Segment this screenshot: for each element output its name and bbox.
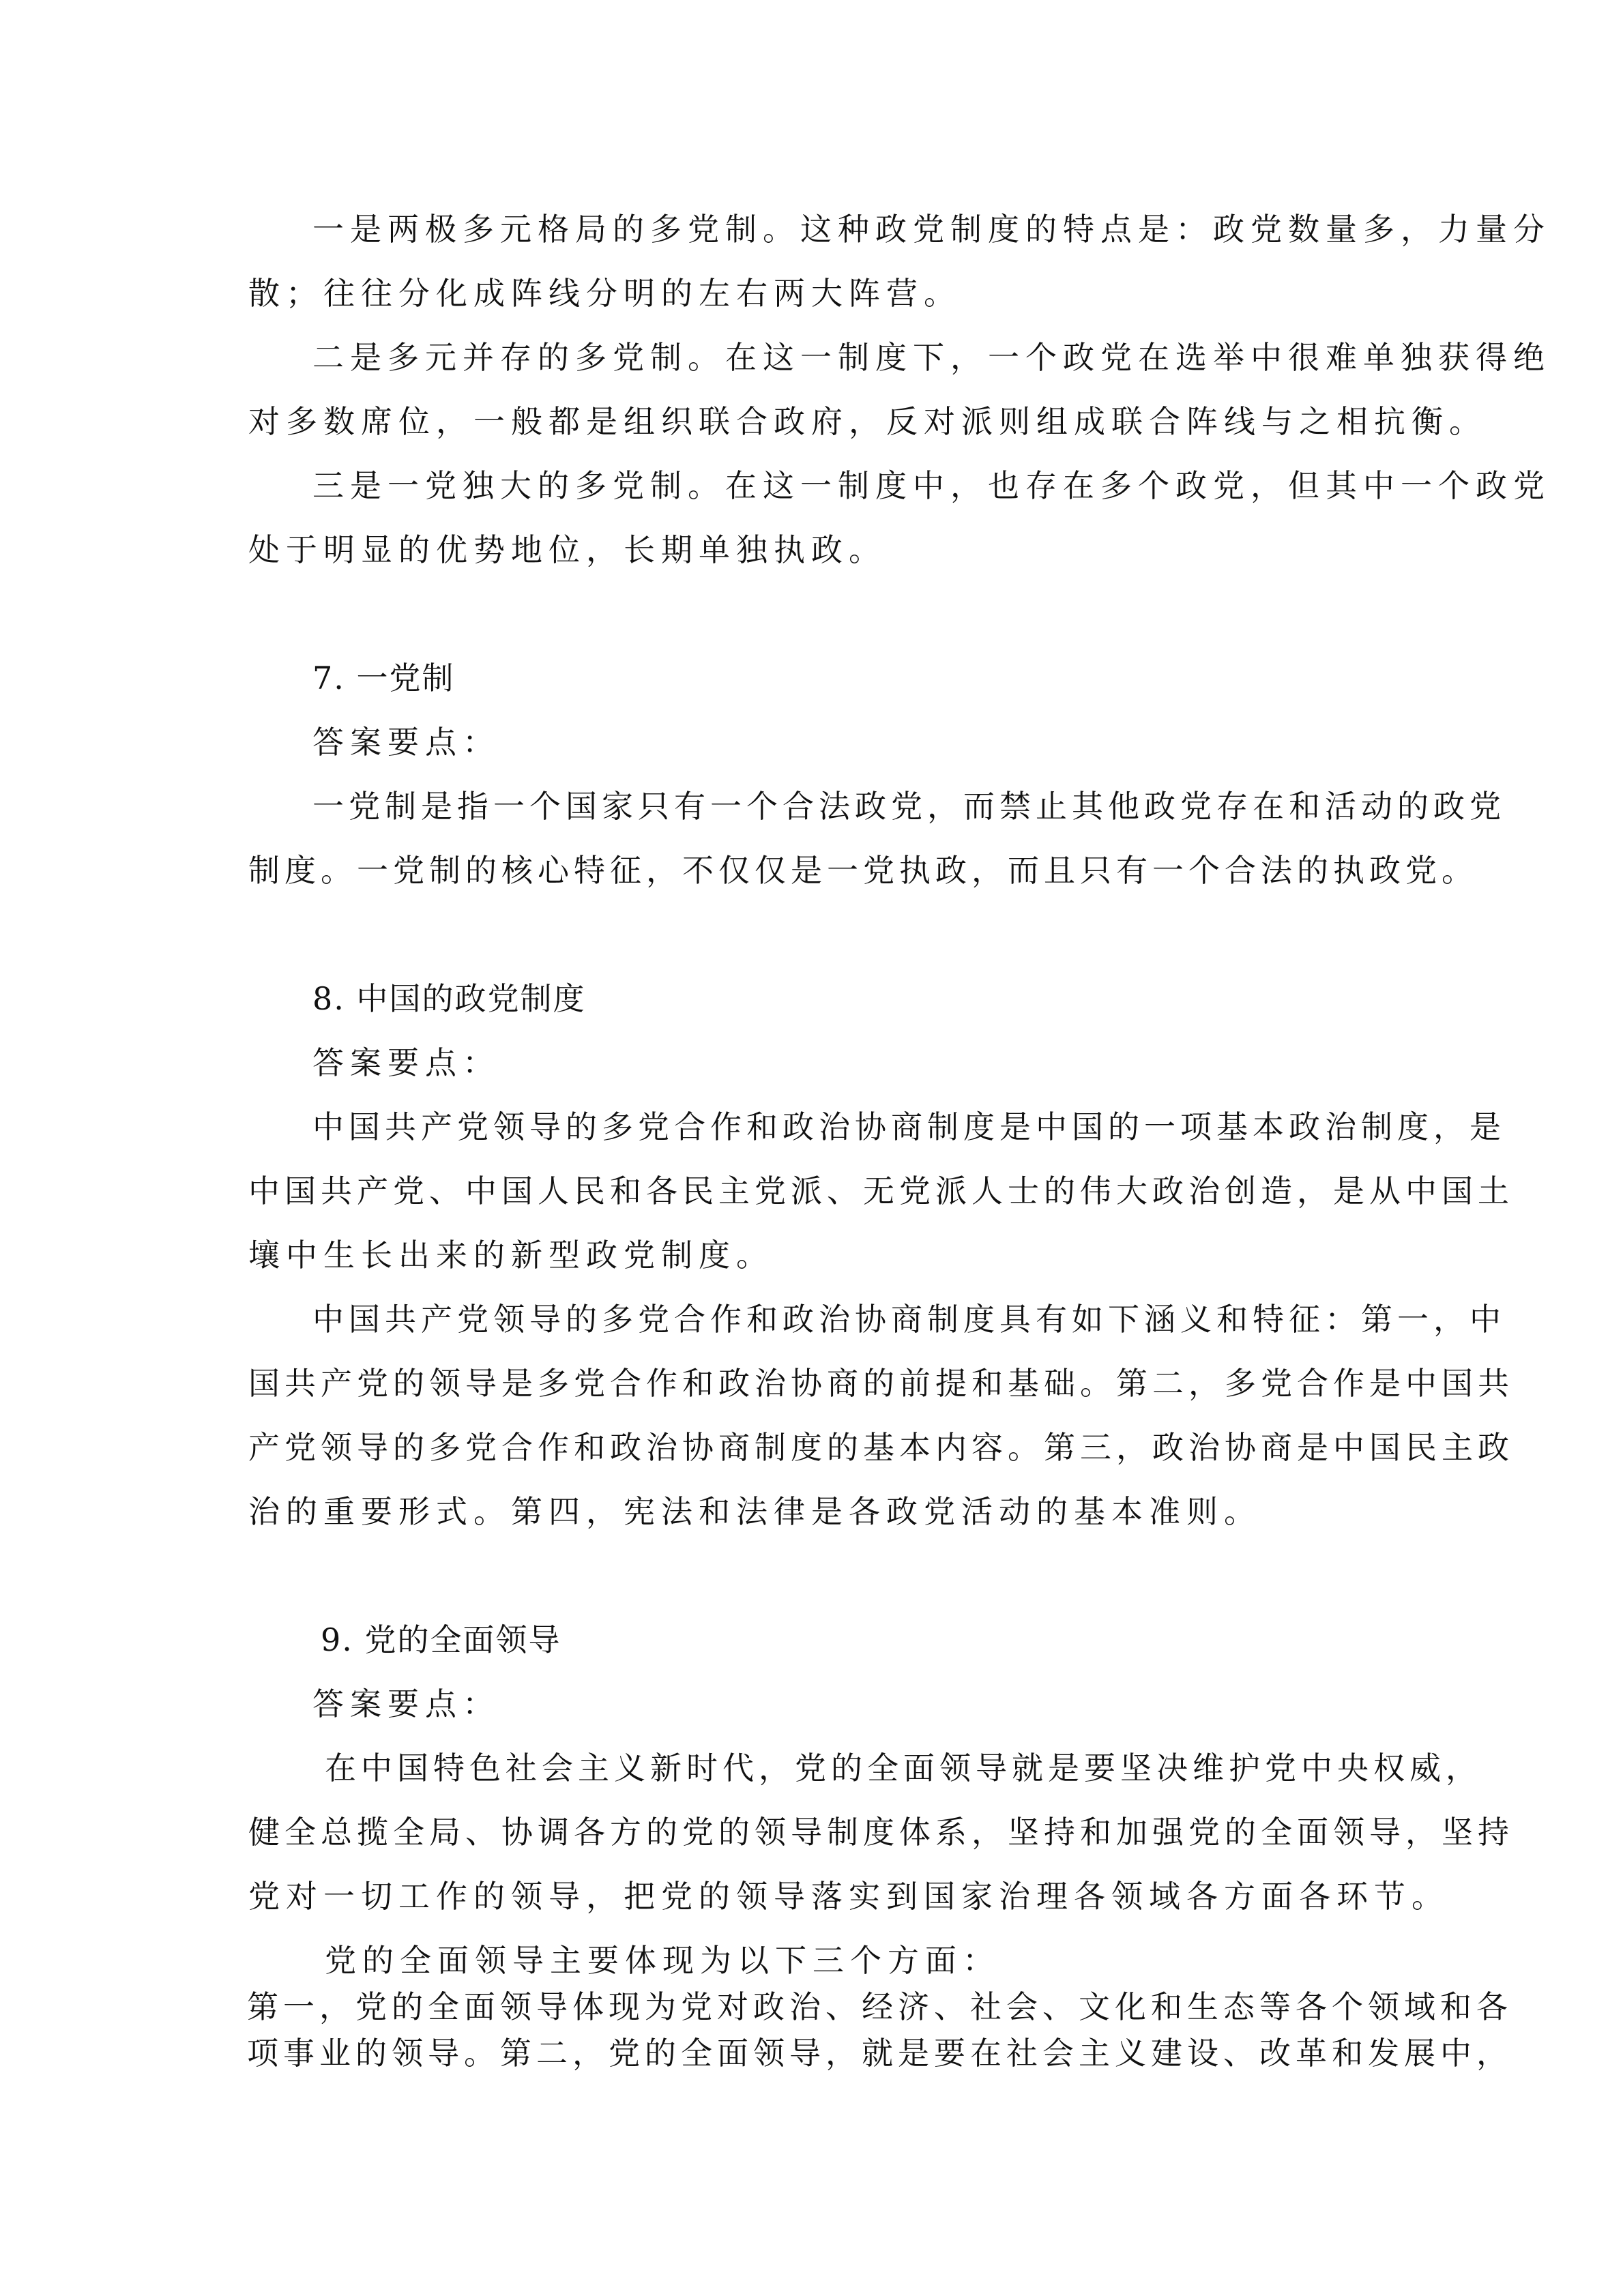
paragraph-line: 一是两极多元格局的多党制。这种政党制度的特点是：政党数量多，力量分	[312, 211, 1551, 248]
question-heading: 7. 一党制	[312, 660, 455, 696]
paragraph-line: 一党制是指一个国家只有一个合法政党，而禁止其他政党存在和活动的政党	[312, 788, 1506, 825]
paragraph-line: 二是多元并存的多党制。在这一制度下，一个政党在选举中很难单独获得绝	[312, 339, 1551, 376]
question-heading: 9. 党的全面领导	[321, 1621, 561, 1658]
paragraph-line: 壤中生长出来的新型政党制度。	[248, 1237, 774, 1274]
paragraph-line: 产党领导的多党合作和政治协商制度的基本内容。第三，政治协商是中国民主政	[248, 1429, 1514, 1466]
paragraph-line: 国共产党的领导是多党合作和政治协商的前提和基础。第二，多党合作是中国共	[248, 1365, 1514, 1402]
paragraph-line: 中国共产党领导的多党合作和政治协商制度是中国的一项基本政治制度，是	[312, 1108, 1506, 1145]
paragraph-line: 治的重要形式。第四，宪法和法律是各政党活动的基本准则。	[248, 1493, 1261, 1530]
answer-label: 答案要点：	[312, 1044, 500, 1081]
paragraph-line: 党对一切工作的领导，把党的领导落实到国家治理各领域各方面各环节。	[248, 1878, 1449, 1915]
paragraph-line: 在中国特色社会主义新时代，党的全面领导就是要坚决维护党中央权威，	[325, 1750, 1482, 1786]
paragraph-line: 项事业的领导。第二，党的全面领导，就是要在社会主义建设、改革和发展中，	[247, 2035, 1512, 2072]
paragraph-line: 制度。一党制的核心特征，不仅仅是一党执政，而且只有一个合法的执政党。	[248, 852, 1478, 889]
paragraph-line: 散；往往分化成阵线分明的左右两大阵营。	[248, 275, 961, 312]
paragraph-line: 三是一党独大的多党制。在这一制度中，也存在多个政党，但其中一个政党	[312, 467, 1551, 504]
paragraph-line: 对多数席位，一般都是组织联合政府，反对派则组成联合阵线与之相抗衡。	[248, 403, 1487, 440]
paragraph-line: 第一，党的全面领导体现为党对政治、经济、社会、文化和生态等各个领域和各	[247, 1988, 1512, 2025]
paragraph-line: 党的全面领导主要体现为以下三个方面：	[325, 1942, 1000, 1979]
answer-label: 答案要点：	[312, 1686, 500, 1722]
paragraph-line: 中国共产党、中国人民和各民主党派、无党派人士的伟大政治创造，是从中国土	[248, 1173, 1514, 1209]
question-heading: 8. 中国的政党制度	[312, 980, 586, 1017]
answer-label: 答案要点：	[312, 724, 500, 761]
paragraph-line: 处于明显的优势地位，长期单独执政。	[248, 531, 886, 568]
paragraph-line: 健全总揽全局、协调各方的党的领导制度体系，坚持和加强党的全面领导，坚持	[248, 1814, 1514, 1851]
paragraph-line: 中国共产党领导的多党合作和政治协商制度具有如下涵义和特征：第一，中	[312, 1301, 1506, 1338]
